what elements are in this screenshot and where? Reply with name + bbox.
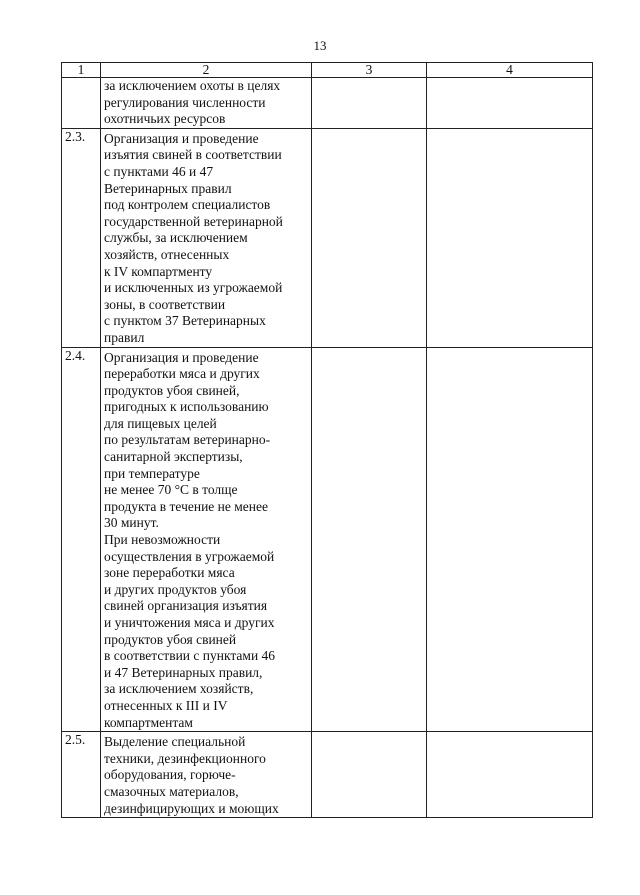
description-line: и уничтожения мяса и других xyxy=(104,615,275,630)
description-line: службы, за исключением xyxy=(104,230,248,246)
description-line: к IV компартменту xyxy=(104,263,213,279)
column-3-cell xyxy=(312,78,427,129)
description-line: за исключением охоты в целях xyxy=(104,78,281,93)
table-row xyxy=(62,732,593,818)
column-4-cell xyxy=(427,78,593,129)
description-line: продуктов убоя свиней xyxy=(104,631,237,647)
description-line: с пунктами 46 и 47 xyxy=(104,163,214,179)
description-line: для пищевых целей xyxy=(104,415,217,431)
description-line: дезинфицирующих и моющих xyxy=(104,800,279,816)
table-header-row xyxy=(62,63,593,78)
description-line: с пунктом 37 Ветеринарных xyxy=(104,313,266,329)
table-body xyxy=(62,78,593,818)
description-line: хозяйств, отнесенных xyxy=(104,246,230,262)
column-header-2: 2 xyxy=(101,63,312,78)
column-header-4: 4 xyxy=(427,63,593,78)
description-line: в соответствии с пунктами 46 xyxy=(104,648,276,664)
row-number-cell: 2.4. xyxy=(62,347,101,732)
description-line: и исключенных из угрожаемой xyxy=(104,280,283,296)
description-line: При невозможности xyxy=(104,532,221,548)
table-row xyxy=(62,347,593,732)
description-line: 30 минут. xyxy=(104,515,159,531)
description-line: изъятия свиней в соответствии xyxy=(104,147,282,163)
column-4-cell xyxy=(427,732,593,818)
row-number-cell xyxy=(62,78,101,129)
description-line: осуществления в угрожаемой xyxy=(104,548,275,564)
description-line: за исключением хозяйств, xyxy=(104,681,254,697)
description-cell xyxy=(101,128,312,347)
description-line: Организация и проведение xyxy=(104,349,259,365)
row-number-cell: 2.5. xyxy=(62,732,101,818)
table-row xyxy=(62,128,593,347)
description-line: техники, дезинфекционного xyxy=(104,750,266,766)
description-line: правил xyxy=(104,329,145,345)
description-line: при температуре xyxy=(104,465,200,481)
description-line: не менее 70 °С в толще xyxy=(104,482,238,498)
description-line: зоны, в соответствии xyxy=(104,296,226,312)
description-line: регулирования численности xyxy=(104,94,266,110)
column-header-3: 3 xyxy=(312,63,427,78)
description-cell xyxy=(101,78,312,129)
description-cell xyxy=(101,732,312,818)
description-line: государственной ветеринарной xyxy=(104,213,283,229)
description-line: Ветеринарных правил xyxy=(104,180,232,196)
description-line: продуктов убоя свиней, xyxy=(104,382,240,398)
description-line: компартментам xyxy=(104,714,193,730)
column-header-1: 1 xyxy=(62,63,101,78)
table-row xyxy=(62,78,593,129)
page-number: 13 xyxy=(313,38,327,53)
description-cell xyxy=(101,347,312,732)
description-line: по результатам ветеринарно- xyxy=(104,432,271,448)
description-line: отнесенных к III и IV xyxy=(104,697,228,713)
description-line: оборудования, горюче- xyxy=(104,767,236,783)
description-line: Организация и проведение xyxy=(104,130,259,146)
content-table xyxy=(61,62,593,818)
description-line: продукта в течение не менее xyxy=(104,498,269,514)
description-line: охотничьих ресурсов xyxy=(104,111,226,127)
description-line: переработки мяса и других xyxy=(104,366,260,382)
description-line: смазочных материалов, xyxy=(104,783,239,799)
column-4-cell xyxy=(427,347,593,732)
row-number-cell: 2.3. xyxy=(62,128,101,347)
description-line: и 47 Ветеринарных правил, xyxy=(104,664,263,680)
description-line: Выделение специальной xyxy=(104,734,246,750)
description-line: и других продуктов убоя xyxy=(104,581,247,597)
description-line: санитарной экспертизы, xyxy=(104,449,243,465)
column-3-cell xyxy=(312,347,427,732)
description-line: пригодных к использованию xyxy=(104,399,269,415)
column-3-cell xyxy=(312,128,427,347)
column-3-cell xyxy=(312,732,427,818)
description-line: зоне переработки мяса xyxy=(104,565,235,581)
description-line: под контролем специалистов xyxy=(104,197,271,213)
description-line: свиней организация изъятия xyxy=(104,598,268,614)
column-4-cell xyxy=(427,128,593,347)
